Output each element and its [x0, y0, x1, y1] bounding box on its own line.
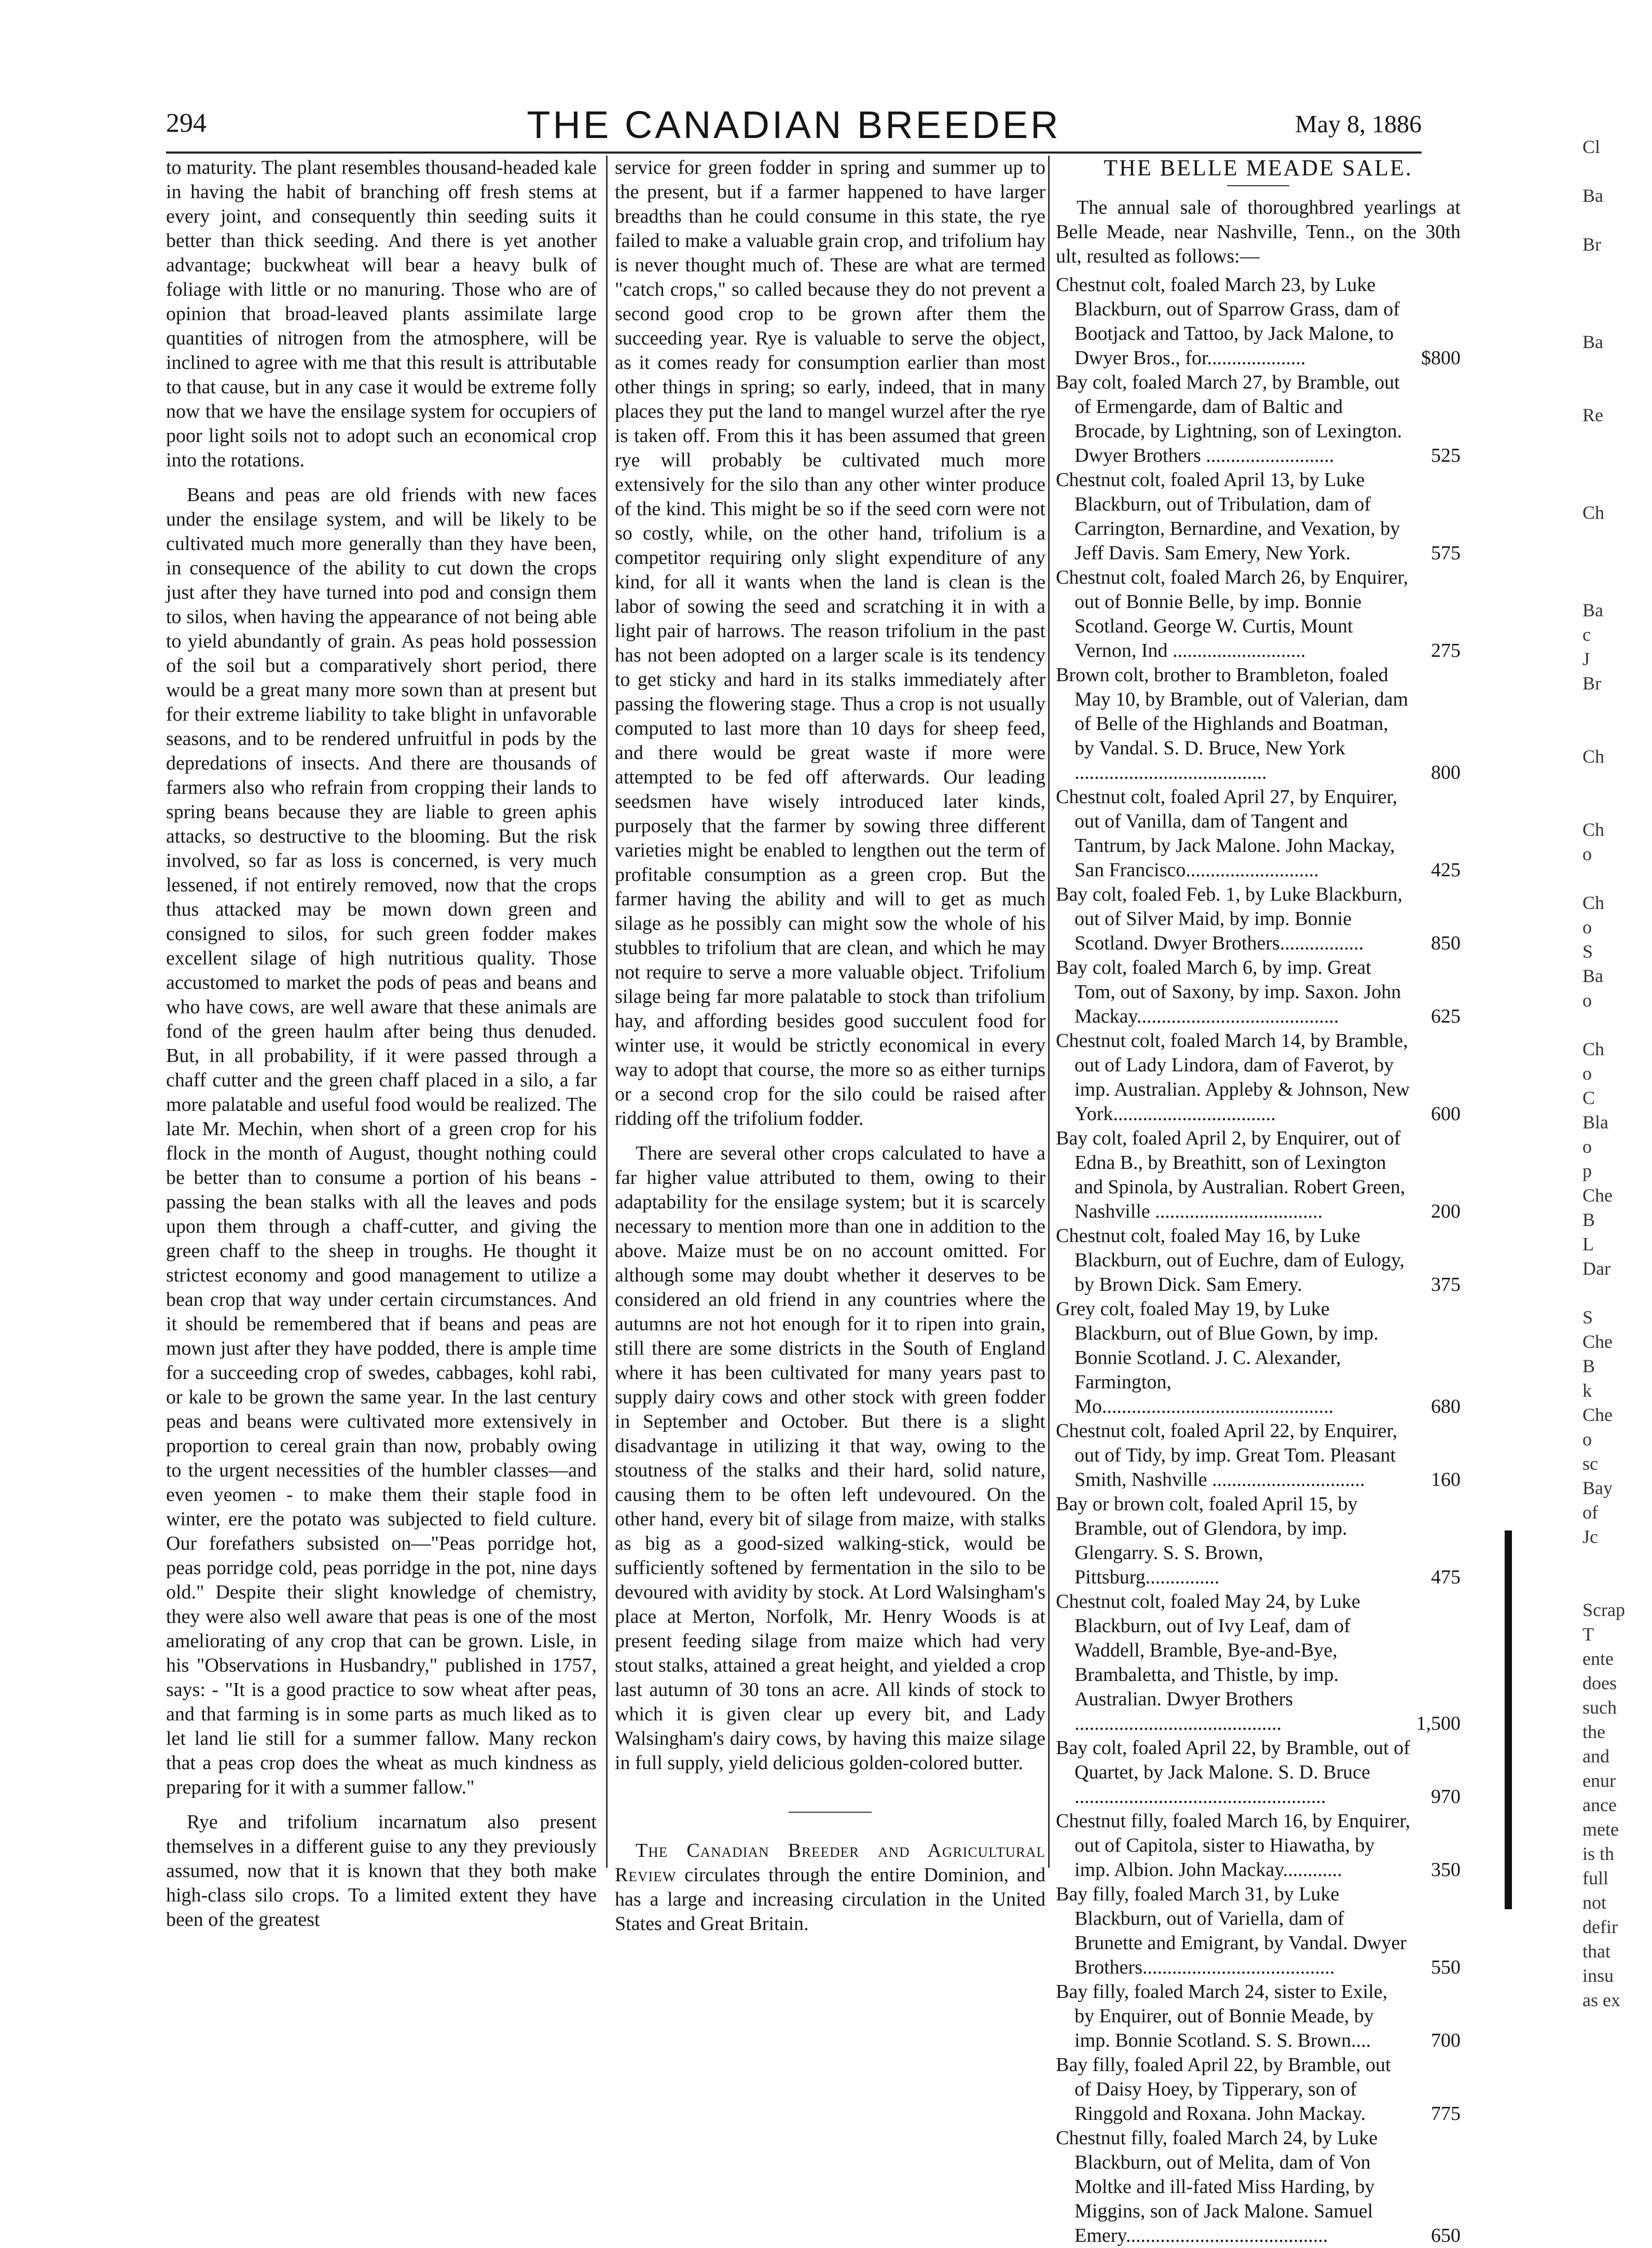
edge-fragment: does [1582, 1673, 1617, 1693]
sale-entry-description: Bay filly, foaled March 31, by Luke Blackburn, out of Variella, dam of Brunette and Emigrant, by Vandal. Dwyer Brothers....................................... [1056, 1883, 1407, 1978]
edge-fragment [1582, 549, 1652, 574]
sale-list [1056, 273, 1461, 2248]
edge-fragment [1582, 452, 1652, 476]
column-2 [615, 156, 1046, 1935]
edge-fragment: o [1582, 1429, 1592, 1450]
edge-fragment: Ch [1582, 819, 1605, 840]
edge-fragment [1582, 793, 1652, 818]
sale-entry-price: 200 [1431, 1201, 1461, 1222]
page-header [166, 103, 1422, 155]
edge-fragment: Bla [1582, 1112, 1608, 1133]
edge-fragment: c [1582, 624, 1591, 645]
edge-fragment [1582, 281, 1652, 306]
edge-fragment: Che [1582, 1185, 1613, 1206]
sale-entry-price: 475 [1431, 1566, 1461, 1588]
edge-fragment [1582, 574, 1652, 598]
column-1 [166, 156, 597, 1930]
sale-entry-description: Chestnut colt, foaled March 23, by Luke Blackburn, out of Sparrow Grass, dam of Bootjack and Tattoo, by Jack Malone, to Dwyer Bros., for.................... [1056, 274, 1400, 369]
edge-fragment: o [1582, 990, 1592, 1011]
edge-fragment: Ba [1582, 185, 1603, 206]
section-separator [789, 1812, 872, 1813]
edge-fragment: Che [1582, 1404, 1613, 1425]
article-title: THE BELLE MEADE SALE. [1104, 155, 1413, 181]
sale-entry-description: Bay colt, foaled March 27, by Bramble, out of Ermengarde, dam of Baltic and Brocade, by Lightning, son of Lexington. Dwyer Brothers .......................... [1056, 371, 1402, 466]
sale-entry-price: 775 [1431, 2103, 1461, 2125]
edge-fragment: Bay [1582, 1478, 1613, 1498]
sale-entry [1056, 1126, 1461, 1224]
edge-fragment [1582, 354, 1652, 379]
sale-entry-description: Bay colt, foaled March 6, by imp. Great Tom, out of Saxony, by imp. Saxon. John Mackay......................................... [1056, 957, 1401, 1027]
paragraph: Beans and peas are old friends with new faces under the ensilage system, and will be likely to be cultivated much more generally than they have been, in consequence of the ability to cut down the crops just after they have turned into pod and consign them to silos, when having the appearance of not being able to yield abundantly of grain. As peas hold possession of the soil but a comparatively short period, there would be a great many more sown than at present but for their extreme liability to take blight in unfavorable seasons, and to be rendered unfruitful in pods by the depredations of insects. And there are thousands of farmers also who refrain from cropping their lands to spring beans because they are liable to green aphis attacks, so destructive to the blooming. But the risk involved, so far as loss is concerned, is very much lessened, if not entirely removed, now that the crops thus attacked may be mown down green and consigned to silos, for such green fodder makes excellent silage of high nutritious quality. Those accustomed to market the pods of peas and beans and who have cows, are well aware that these animals are fond of the green haulm after being thus denuded. But, in all probability, if it were passed through a chaff cutter and the green chaff placed in a silo, a far more palatable and useful food would be realized. The late Mr. Mechin, when short of a green crop for his flock in the month of August, thought nothing could be better than to consume a portion of his beans - passing the bean stalks with all the leaves and pods upon them through a chaff-cutter, and giving the green chaff to the sheep in troughs. He thought it strictest economy and good management to utilize a bean crop that way under certain circumstances. And it should be remembered that if beans and peas are mown just after they have podded, there is ample time for a succeeding crop of swedes, cabbages, kohl rabi, or kale to be grown the same year. In the last century peas and beans were cultivated more extensively in proportion to cereal grain than now, probably owing to the urgent necessities of the humbler classes—and even yeomen - to make them their staple food in winter, ere the potato was subjected to field culture. Our forefathers subsisted on—"Peas porridge hot, peas porridge cold, peas porridge in the pot, nine days old." Despite their slight knowledge of chemistry, they were also well aware that peas is one of the most ameliorating of any crop that can be grown. Lisle, in his "Observations in Husbandry," published in 1757, says: - "It is a good practice to sow wheat after peas, and that farming is in some parts as much liked as to let land lie still for a summer fallow. Many reckon that a peas crop does the wheat as much kindness as preparing for it with a summer fallow." [166, 484, 597, 1798]
sale-entry-description: Chestnut filly, foaled March 24, by Luke Blackburn, out of Melita, dam of Von Moltke and ill-fated Miss Harding, by Miggins, son of Jack Malone. Samuel Emery......................................... [1056, 2127, 1378, 2246]
sale-entry [1056, 882, 1461, 956]
sale-entry-description: Brown colt, brother to Brambleton, foaled May 10, by Bramble, out of Valerian, dam of Belle of the Highlands and Boatman, by Vandal. S. D. Bruce, New York ....................................... [1056, 664, 1409, 783]
sale-entry [1056, 1419, 1461, 1492]
scan-edge-bar [1505, 1530, 1512, 1909]
header-rule [166, 151, 1422, 154]
column-rule [606, 156, 608, 1868]
sale-entry-description: Bay filly, foaled April 22, by Bramble, out of Daisy Hoey, by Tipperary, son of Ringgold and Roxana. John Mackay. [1056, 2054, 1391, 2125]
edge-fragment: enur [1582, 1770, 1616, 1791]
edge-fragment: sc [1582, 1453, 1598, 1474]
edge-fragment: is th [1582, 1843, 1615, 1864]
edge-fragment: J [1582, 649, 1590, 669]
edge-fragment: Ch [1582, 1039, 1605, 1059]
edge-fragment: T [1582, 1624, 1594, 1645]
edge-fragment [1582, 1549, 1652, 1574]
edge-fragment: and [1582, 1746, 1609, 1767]
edge-fragment: S [1582, 1307, 1593, 1328]
sale-entry [1056, 1882, 1461, 1980]
edge-fragment: Re [1582, 405, 1603, 425]
edge-fragment: defir [1582, 1916, 1618, 1937]
edge-fragment [1582, 866, 1652, 891]
edge-fragment: Jc [1582, 1526, 1598, 1547]
edge-fragment: Dar [1582, 1258, 1610, 1279]
sale-entry-description: Chestnut colt, foaled April 22, by Enquirer, out of Tidy, by imp. Great Tom. Pleasant Smith, Nashville ............................... [1056, 1420, 1398, 1491]
sale-entry-price: 160 [1431, 1469, 1461, 1491]
edge-fragment: o [1582, 917, 1592, 937]
sale-entry [1056, 1809, 1461, 1882]
edge-fragment: Ba [1582, 332, 1603, 352]
edge-fragment: S [1582, 941, 1593, 962]
edge-fragment: Br [1582, 673, 1601, 694]
sale-entry [1056, 663, 1461, 785]
sale-entry-description: Chestnut colt, foaled May 24, by Luke Blackburn, out of Ivy Leaf, dam of Waddell, Bramble, Bye-and-Bye, Brambaletta, and Thistle, by imp. Australian. Dwyer Brothers .......................................... [1056, 1591, 1360, 1734]
sale-entry [1056, 1297, 1461, 1419]
sale-entry-price: 970 [1431, 1786, 1461, 1808]
edge-fragment [1582, 1013, 1652, 1037]
adjacent-page-fragment [1582, 135, 1652, 2010]
sale-entry-description: Bay colt, foaled Feb. 1, by Luke Blackburn, out of Silver Maid, by imp. Bonnie Scotland. Dwyer Brothers................. [1056, 884, 1403, 954]
sale-entry [1056, 785, 1461, 882]
edge-fragment: p [1582, 1161, 1592, 1181]
sale-entry [1056, 1980, 1461, 2053]
edge-fragment: the [1582, 1721, 1605, 1742]
notice-title: The Canadian Breeder and Agricultural Review [615, 1840, 1045, 1886]
edge-fragment [1582, 1574, 1652, 1598]
edge-fragment: L [1582, 1234, 1594, 1254]
notice-text: circulates through the entire Dominion, and has a large and increasing circulation in the United States and Great Britain. [615, 1864, 1046, 1935]
sale-entry [1056, 273, 1461, 370]
edge-fragment [1582, 379, 1652, 403]
paragraph: to maturity. The plant resembles thousand-headed kale in having the habit of branching off fresh stems at every joint, and consequently thin seeding suits it better than thick seeding. And there is yet another advantage; buckwheat will bear a heavy bulk of foliage with little or no manuring. Those who are of opinion that broad-leaved plants assimilate large quantities of nitrogen from the atmosphere, will be inclined to agree with me that this result is attributable to that cause, but in any case it would be extreme folly now that we have the ensilage system for occupiers of poor light soils not to adopt such an economical crop into the rotations. [166, 157, 597, 471]
edge-fragment: of [1582, 1502, 1598, 1523]
edge-fragment [1582, 476, 1652, 501]
edge-fragment: k [1582, 1380, 1592, 1401]
sale-entry-price: 800 [1431, 762, 1461, 783]
column-3 [1056, 155, 1461, 2246]
sale-entry-price: 1,500 [1416, 1713, 1461, 1734]
sale-entry-price: 625 [1431, 1005, 1461, 1027]
edge-fragment: insu [1582, 1965, 1614, 1986]
sale-entry [1056, 370, 1461, 468]
edge-fragment: mete [1582, 1819, 1619, 1840]
edge-fragment [1582, 427, 1652, 452]
edge-fragment: C [1582, 1087, 1595, 1108]
sale-entry-price: 700 [1431, 2030, 1461, 2051]
sale-entry-description: Grey colt, foaled May 19, by Luke Blackburn, out of Blue Gown, by imp. Bonnie Scotland. J. C. Alexander, Farmington, Mo............................................... [1056, 1298, 1379, 1417]
edge-fragment: that [1582, 1941, 1610, 1962]
sale-entry-description: Bay filly, foaled March 24, sister to Exile, by Enquirer, out of Bonnie Meade, by imp. Bonnie Scotland. S. S. Brown.... [1056, 1981, 1388, 2051]
sale-entry-price: 425 [1431, 859, 1461, 881]
sale-entry-price: 600 [1431, 1103, 1461, 1125]
edge-fragment: such [1582, 1697, 1617, 1718]
edge-fragment [1582, 306, 1652, 330]
edge-fragment: Ch [1582, 746, 1605, 767]
edge-fragment: Br [1582, 234, 1601, 255]
edge-fragment [1582, 769, 1652, 793]
sale-entry [1056, 468, 1461, 566]
column-rule [1048, 156, 1050, 1868]
sale-entry [1056, 1736, 1461, 1809]
sale-entry-description: Chestnut colt, foaled May 16, by Luke Blackburn, out of Euchre, dam of Eulogy, by Brown Dick. Sam Emery. [1056, 1225, 1405, 1295]
edge-fragment [1582, 720, 1652, 744]
paragraph: There are several other crops calculated to have a far higher value attributed to them, owing to their adaptability for the ensilage system; but it is scarcely necessary to mention more than one in addition to the above. Maize must be on no account omitted. For although some may doubt whether it deserves to be considered an old friend in any countries where the autumns are not hot enough for it to ripen into grain, still there are some districts in the South of England where it has been cultivated for many years past to supply dairy cows and other stock with green fodder in September and October. But there is a slight disadvantage in utilizing it that way, owing to the stoutness of the stalks and their hard, solid nature, causing them to be often left undevoured. On the other hand, every bit of silage from maize, with stalks as big as a good-sized walking-stick, would be sufficiently softened by fermentation in the silo to be devoured with avidity by stock. At Lord Walsingham's place at Merton, Norfolk, Mr. Henry Woods is at present feeding silage from maize which had very stout stalks, attained a great height, and yielded a crop last autumn of 30 tons an acre. All kinds of stock to which it is given clear up every bit, and Lady Walsingham's dairy cows, by having this maize silage in full supply, yield delicious golden-colored butter. [615, 1142, 1045, 1774]
sale-entry-price: 680 [1431, 1396, 1461, 1417]
edge-fragment [1582, 525, 1652, 549]
sale-entry [1056, 1590, 1461, 1736]
sale-entry-description: Bay or brown colt, foaled April 15, by Bramble, out of Glendora, by imp. Glengarry. S. S. Brown, Pittsburg............... [1056, 1493, 1358, 1588]
sale-entry [1056, 1029, 1461, 1126]
sale-entry-description: Chestnut colt, foaled April 27, by Enquirer, out of Vanilla, dam of Tangent and Tantrum, by Jack Malone. John Mackay, San Francisco........................... [1056, 786, 1398, 881]
sale-entry [1056, 2053, 1461, 2126]
paragraph: service for green fodder in spring and summer up to the present, but if a farmer happened to have larger breadths than he could consume in this state, the rye failed to make a valuable grain crop, and trifolium hay is never thought much of. These are what are termed "catch crops," so called because they do not prevent a second good crop to be grown after them the succeeding year. Rye is valuable to serve the object, as it comes ready for consumption earlier than most other things in spring; so early, indeed, that in many places they put the land to mangel wurzel after the rye is taken off. From this it has been assumed that green rye will probably be cultivated much more extensively for the silo than any other winter produce of the kind. This might be so if the seed corn were not so costly, while, on the other hand, trifolium is a competitor requiring only slight expenditure of any kind, for all it wants when the land is clean is the labor of sowing the seed and scratching it in with a light pair of harrows. The reason trifolium in the past has not been adopted on a larger scale is its tendency to get sticky and hard in its stalks immediately after passing the flowering stage. Thus a crop is not usually computed to last more than 10 days for sheep feed, and there would be great waste if more were attempted to be fed off afterwards. Our leading seedsmen have wisely introduced later kinds, purposely that the farmer by sowing three different varieties might be enabled to lengthen out the term of profitable consumption as a green crop. But the farmer having the ability and will to get as much silage as he possibly can might sow the whole of his stubbles to trifolium that are clean, and which he may not require to serve a more valuable object. Trifolium silage being far more palatable to stock than trifolium hay, and affording besides good succulent food for winter use, it would be strictly economical in every way to adopt that course, the more so as either turnips or a second crop for the silo could be raised after ridding off the trifolium fodder. [615, 157, 1045, 1129]
edge-fragment: Cl [1582, 136, 1601, 157]
sale-entry-price: 525 [1431, 445, 1461, 466]
sale-entry-description: Bay colt, foaled April 2, by Enquirer, out of Edna B., by Breathitt, son of Lexington and Spinola, by Australian. Robert Green, Nashville .................................. [1056, 1127, 1406, 1222]
edge-fragment: Che [1582, 1331, 1613, 1352]
page-number: 294 [166, 108, 206, 138]
sale-entry [1056, 1224, 1461, 1297]
edge-fragment: o [1582, 1063, 1592, 1084]
edge-fragment: B [1582, 1356, 1595, 1376]
issue-date: May 8, 1886 [1295, 111, 1422, 138]
masthead: THE CANADIAN BREEDER [527, 103, 1061, 146]
title-rule [1227, 185, 1289, 186]
sale-entry-price: $800 [1421, 347, 1461, 369]
sale-entry-description: Chestnut colt, foaled March 14, by Bramble, out of Lady Lindora, dam of Faverot, by imp. Australian. Appleby & Johnson, New York................................. [1056, 1030, 1410, 1125]
sale-entry-description: Chestnut filly, foaled March 16, by Enquirer, out of Capitola, sister to Hiawatha, by imp. Albion. John Mackay............ [1056, 1810, 1411, 1881]
edge-fragment: Ch [1582, 892, 1605, 913]
edge-fragment [1582, 208, 1652, 232]
article-intro: The annual sale of thoroughbred yearlings at Belle Meade, near Nashville, Tenn., on the 30th ult, resulted as follows:— [1056, 197, 1461, 267]
sale-entry-description: Chestnut colt, foaled March 26, by Enquirer, out of Bonnie Belle, by imp. Bonnie Scotland. George W. Curtis, Mount Vernon, Ind ........................... [1056, 567, 1409, 661]
sale-entry-price: 650 [1431, 2225, 1461, 2246]
sale-entry-price: 375 [1431, 1274, 1461, 1295]
sale-entry [1056, 1492, 1461, 1590]
sale-entry-description: Bay colt, foaled April 22, by Bramble, out of Quartet, by Jack Malone. S. D. Bruce ................................................... [1056, 1737, 1410, 1808]
edge-fragment: as ex [1582, 1990, 1620, 2010]
edge-fragment: o [1582, 844, 1592, 864]
edge-fragment: Scrap [1582, 1599, 1625, 1620]
sale-entry [1056, 956, 1461, 1029]
sale-entry [1056, 2126, 1461, 2248]
edge-fragment [1582, 257, 1652, 281]
sale-entry-price: 350 [1431, 1859, 1461, 1881]
edge-fragment: Ba [1582, 600, 1603, 620]
sale-entry-description: Chestnut colt, foaled April 13, by Luke Blackburn, out of Tribulation, dam of Carrington, Bernardine, and Vexation, by Jeff Davis. Sam Emery, New York. [1056, 469, 1400, 564]
circulation-notice [615, 1839, 1045, 1936]
edge-fragment [1582, 696, 1652, 720]
sale-entry-price: 850 [1431, 932, 1461, 954]
paragraph: Rye and trifolium incarnatum also present themselves in a different guise to any they previously assumed, now that it is known that they both make high-class silo crops. To a limited extent they have been of the greatest [166, 1811, 597, 1930]
sale-entry [1056, 566, 1461, 663]
edge-fragment: not [1582, 1892, 1607, 1913]
sale-entry-price: 275 [1431, 640, 1461, 661]
edge-fragment: ance [1582, 1795, 1617, 1815]
edge-fragment: o [1582, 1136, 1592, 1157]
edge-fragment: Ch [1582, 502, 1605, 523]
edge-fragment: B [1582, 1209, 1595, 1230]
edge-fragment: full [1582, 1868, 1608, 1888]
edge-fragment [1582, 1281, 1652, 1305]
sale-entry-price: 575 [1431, 542, 1461, 564]
edge-fragment [1582, 159, 1652, 184]
edge-fragment: Ba [1582, 966, 1603, 986]
sale-entry-price: 550 [1431, 1956, 1461, 1978]
edge-fragment: ente [1582, 1648, 1614, 1669]
